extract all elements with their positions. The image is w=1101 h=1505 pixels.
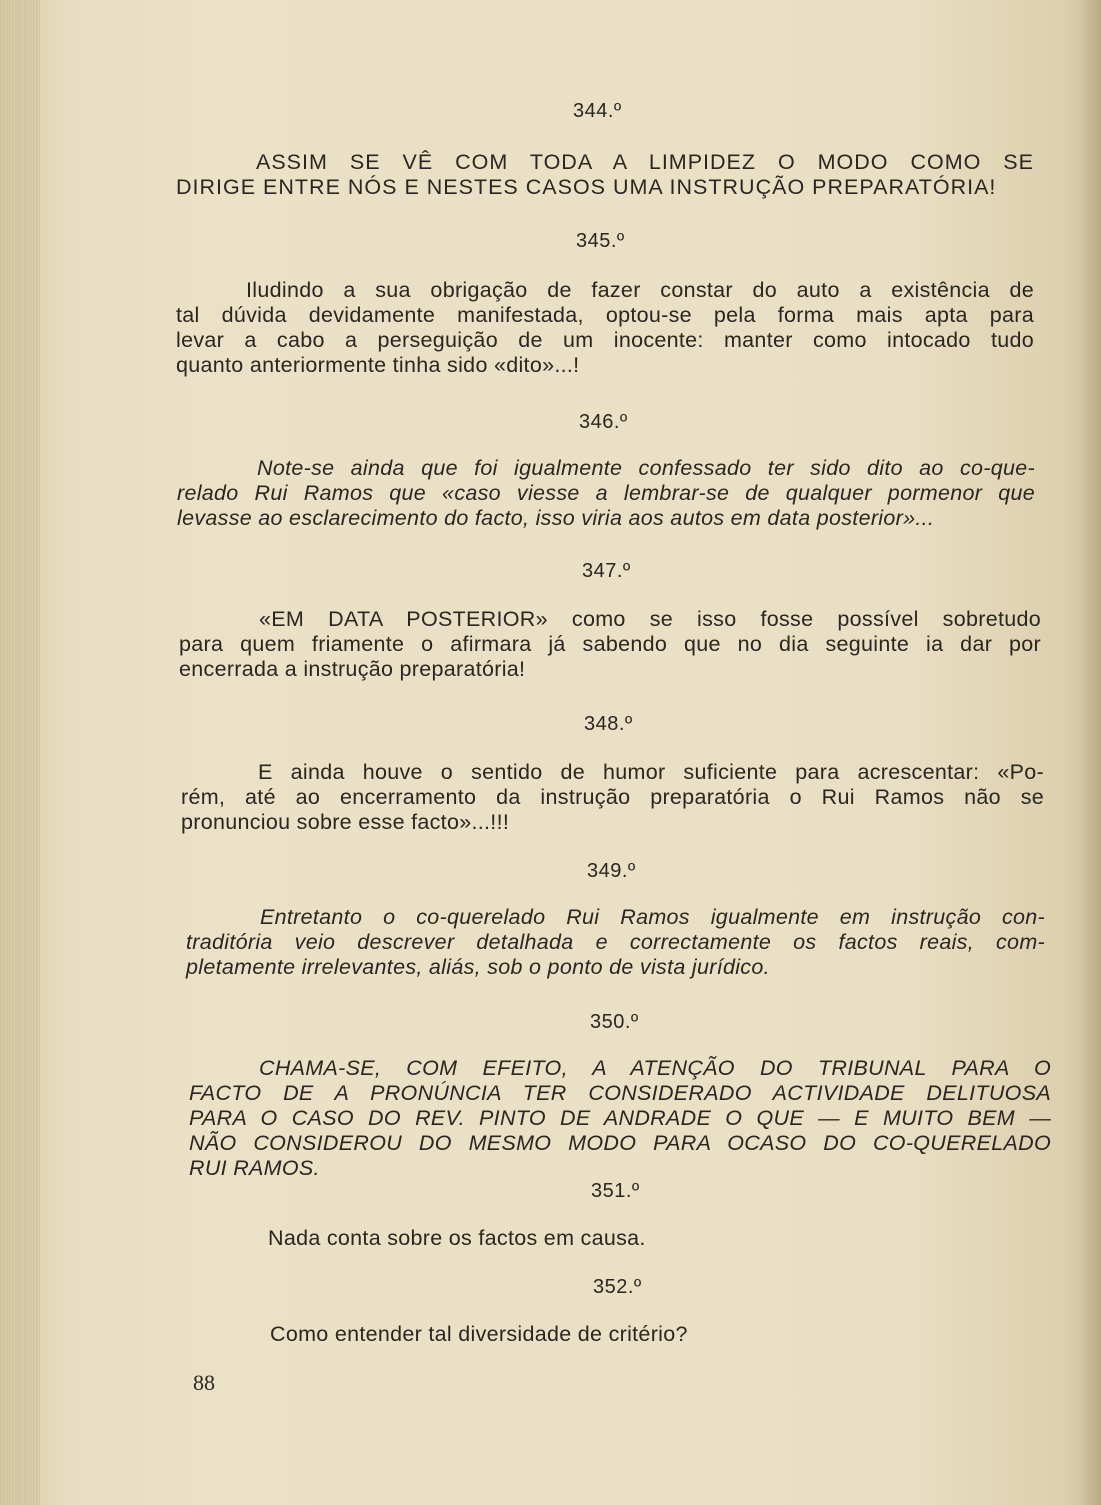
section-number-348: 348.º <box>584 713 633 735</box>
section-number-347: 347.º <box>582 560 631 582</box>
section-text-345 <box>176 278 1034 378</box>
section-text-348 <box>181 760 1044 835</box>
text-line: rém, até ao encerramento da instrução preparatória o Rui Ramos não se <box>181 785 1044 809</box>
page-number: 88 <box>193 1370 215 1395</box>
text-line: Iludindo a sua obrigação de fazer constar do auto a existência de <box>246 278 1034 302</box>
text-line: CHAMA-SE, COM EFEITO, A ATENÇÃO DO TRIBUNAL PARA O <box>259 1056 1051 1080</box>
section-number-344: 344.º <box>573 100 622 122</box>
book-spine-shadow <box>0 0 40 1505</box>
section-number-350: 350.º <box>590 1011 639 1033</box>
text-line: Nada conta sobre os factos em causa. <box>268 1226 646 1250</box>
section-text-352 <box>270 1322 970 1347</box>
section-number-345: 345.º <box>576 230 625 252</box>
section-number-352: 352.º <box>593 1276 642 1298</box>
text-line: tal dúvida devidamente manifestada, optou-se pela forma mais apta para <box>176 303 1034 327</box>
section-text-346 <box>177 456 1035 531</box>
text-line: Note-se ainda que foi igualmente confessado ter sido dito ao co-que- <box>257 456 1035 480</box>
page-edge-shadow <box>1079 0 1101 1505</box>
text-line: Entretanto o co-querelado Rui Ramos igualmente em instrução con- <box>260 905 1045 929</box>
text-line: RUI RAMOS. <box>189 1156 320 1180</box>
text-line: E ainda houve o sentido de humor suficiente para acrescentar: «Po- <box>258 760 1044 784</box>
section-number-346: 346.º <box>579 411 628 433</box>
text-line: ASSIM SE VÊ COM TODA A LIMPIDEZ O MODO COMO SE <box>256 150 1034 174</box>
section-number-351: 351.º <box>591 1180 640 1202</box>
section-number-349: 349.º <box>587 860 636 882</box>
section-text-347 <box>179 607 1041 682</box>
text-line: DIRIGE ENTRE NÓS E NESTES CASOS UMA INSTRUÇÃO PREPARATÓRIA! <box>176 175 997 199</box>
section-text-351 <box>268 1226 968 1251</box>
section-text-350 <box>189 1056 1051 1181</box>
text-line: NÃO CONSIDEROU DO MESMO MODO PARA OCASO DO CO-QUERELADO <box>189 1131 1051 1155</box>
text-line: pronunciou sobre esse facto»...!!! <box>181 810 510 834</box>
text-line: «EM DATA POSTERIOR» como se isso fosse possível sobretudo <box>259 607 1041 631</box>
section-text-344 <box>176 150 1034 200</box>
text-line: levar a cabo a perseguição de um inocente: manter como intocado tudo <box>176 328 1034 352</box>
text-line: para quem friamente o afirmara já sabendo que no dia seguinte ia dar por <box>179 632 1041 656</box>
text-line: encerrada a instrução preparatória! <box>179 657 526 681</box>
text-line: quanto anteriormente tinha sido «dito»...! <box>176 353 580 377</box>
text-line: Como entender tal diversidade de critério? <box>270 1322 688 1346</box>
text-line: relado Rui Ramos que «caso viesse a lembrar-se de qualquer pormenor que <box>177 481 1035 505</box>
text-line: levasse ao esclarecimento do facto, isso viria aos autos em data posterior»... <box>177 506 935 530</box>
text-line: PARA O CASO DO REV. PINTO DE ANDRADE O QUE — E MUITO BEM — <box>189 1106 1051 1130</box>
text-line: pletamente irrelevantes, aliás, sob o ponto de vista jurídico. <box>186 955 770 979</box>
section-text-349 <box>186 905 1045 980</box>
text-line: traditória veio descrever detalhada e correctamente os factos reais, com- <box>186 930 1045 954</box>
text-line: FACTO DE A PRONÚNCIA TER CONSIDERADO ACTIVIDADE DELITUOSA <box>189 1081 1051 1105</box>
